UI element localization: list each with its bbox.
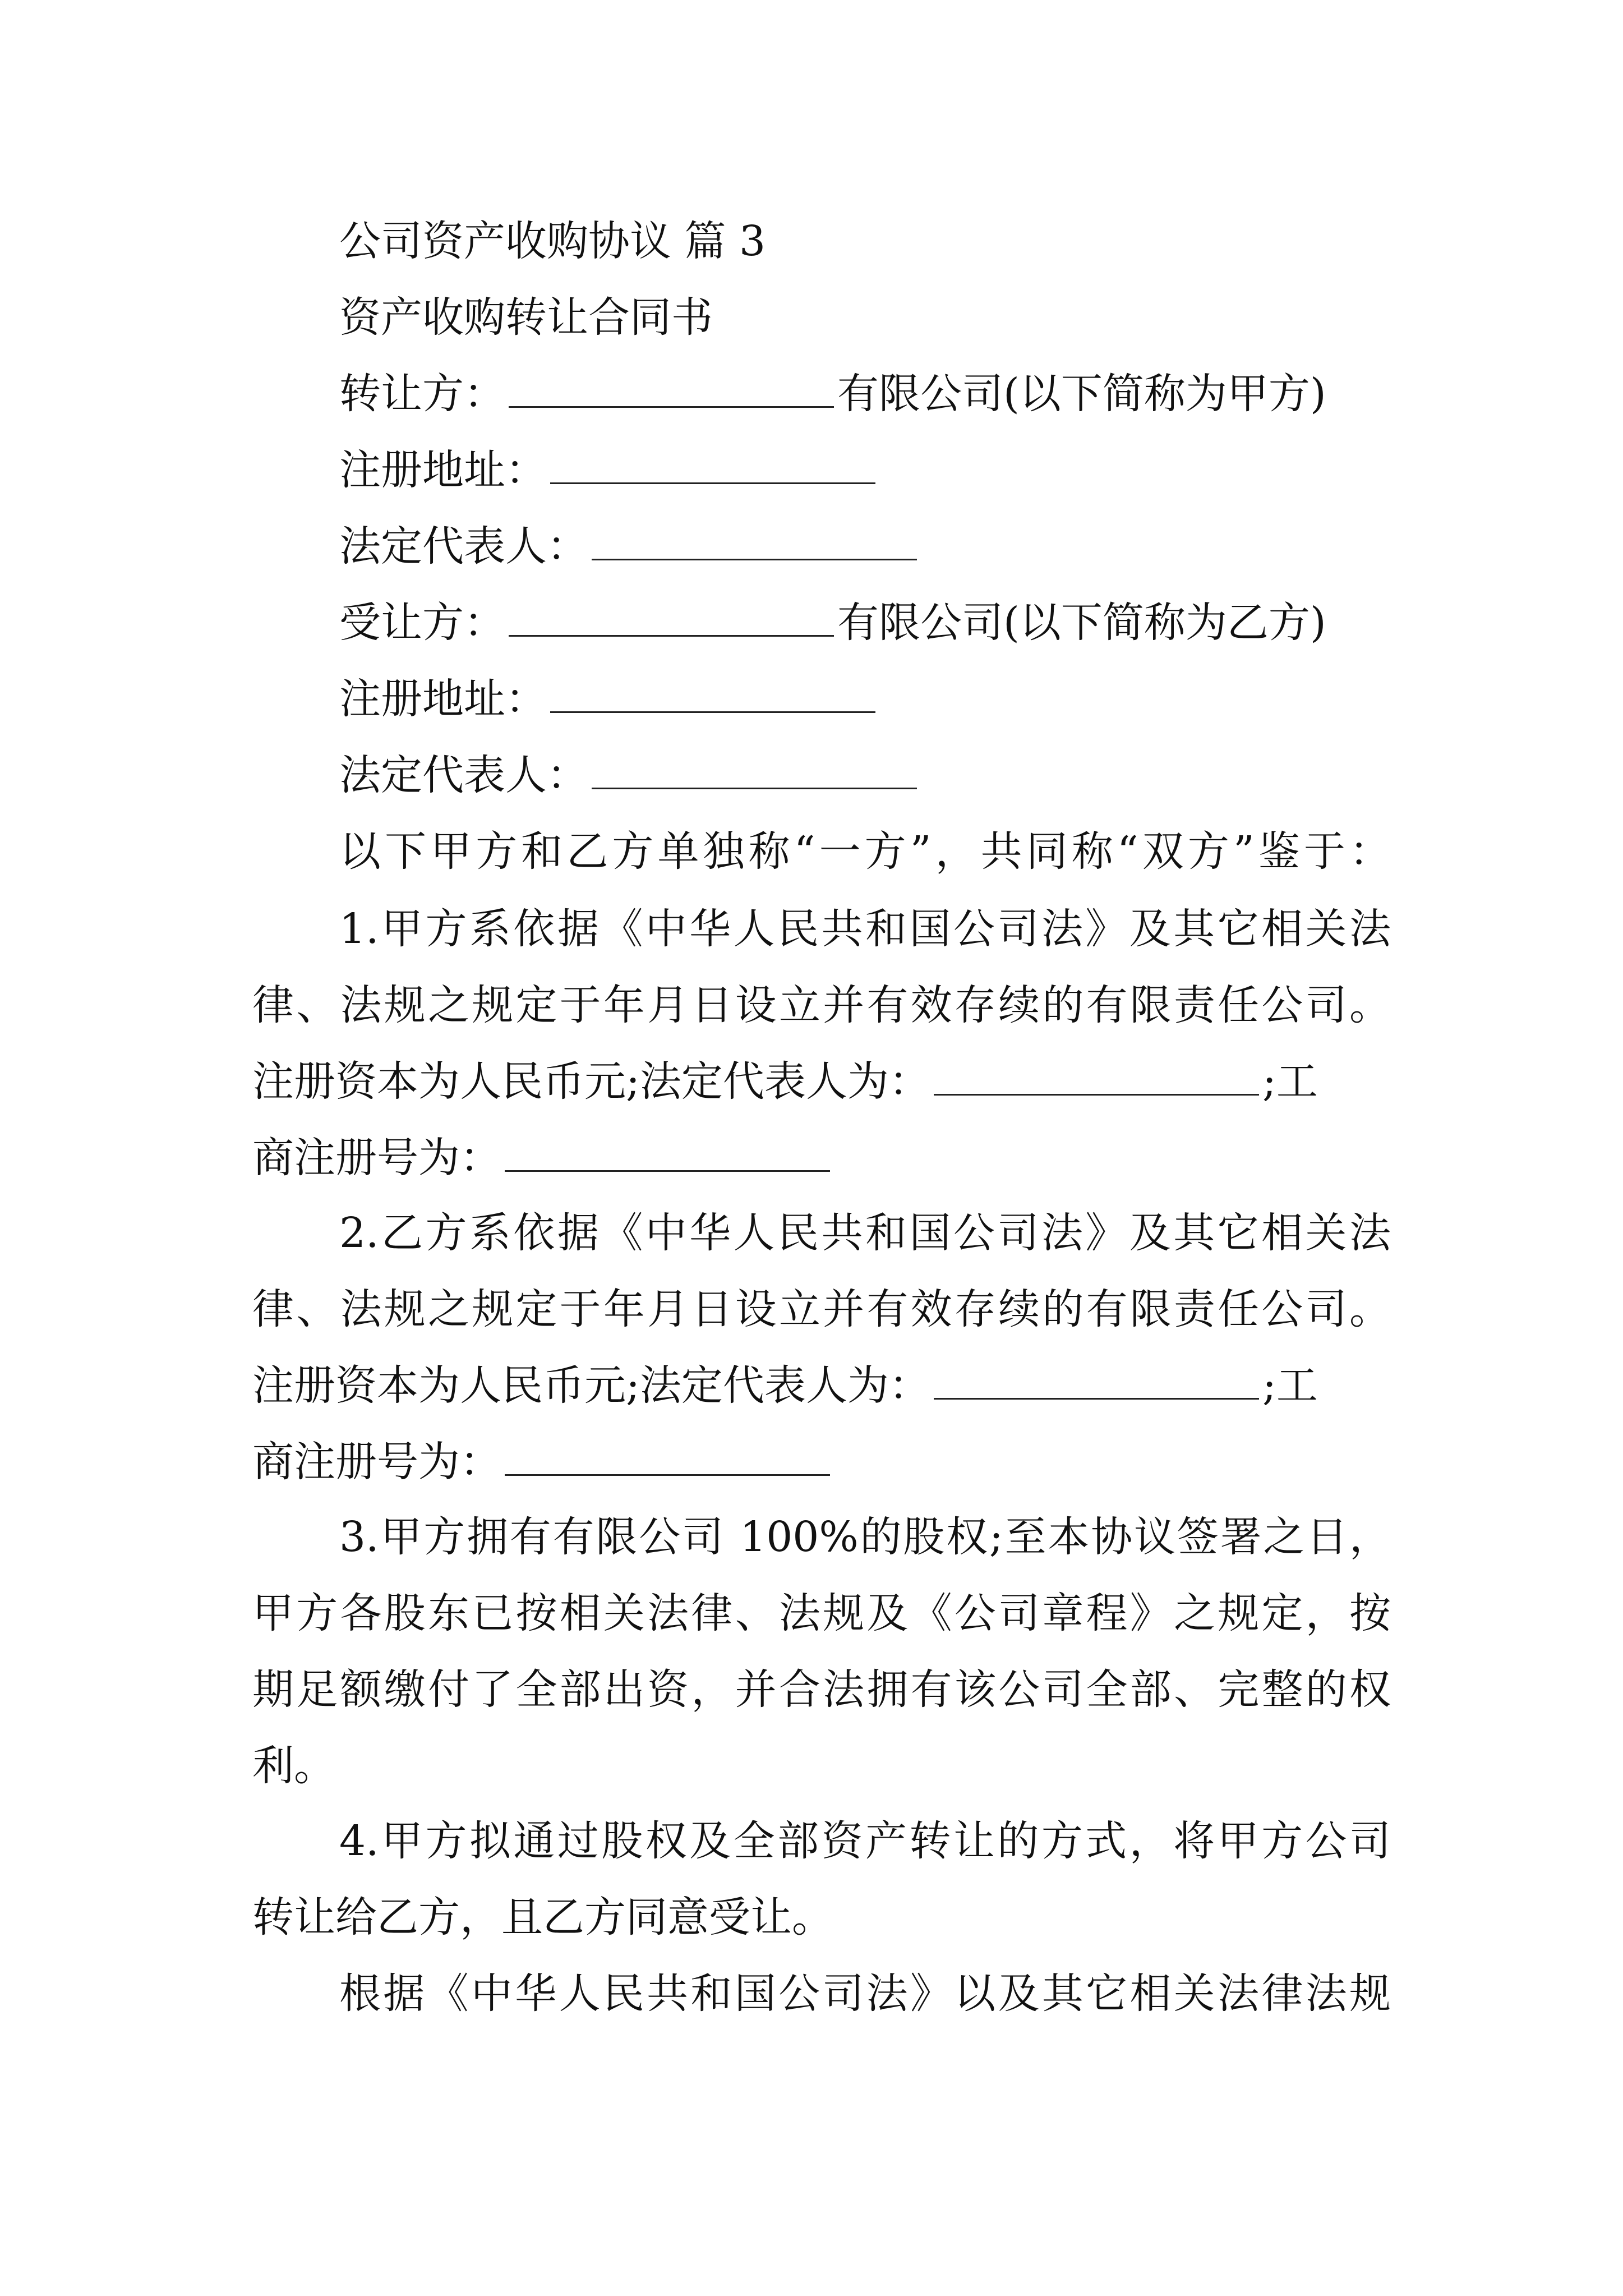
- clause-2-line-3: [252, 1347, 1391, 1424]
- transferor-rep-line: [252, 508, 1391, 585]
- transferee-rep-line: [252, 737, 1391, 813]
- transferee-address-line: [252, 661, 1391, 737]
- clause-2: [252, 1195, 1391, 1500]
- clause-1-line-3: [252, 1043, 1391, 1120]
- transferor-address-blank: [550, 433, 875, 484]
- transferor-rep-label: 法定代表人：: [339, 522, 588, 570]
- clause-4: [252, 1803, 1391, 1955]
- clause-1-reg-label: 商注册号为：: [252, 1134, 501, 1182]
- clause-3: [252, 1499, 1391, 1804]
- transferee-rep-blank: [592, 738, 917, 789]
- clause-1-line-1: 1.甲方系依据《中华人民共和国公司法》及其它相关法: [339, 905, 1391, 953]
- clause-1-line-3-end: ;工: [1262, 1057, 1318, 1106]
- clause-4-line-1: 4.甲方拟通过股权及全部资产转让的方式，将甲方公司: [339, 1817, 1391, 1865]
- transferee-address-label: 注册地址：: [339, 675, 547, 723]
- transferee-line: [252, 585, 1391, 661]
- clause-2-reg-blank: [505, 1425, 830, 1476]
- clause-2-rep-blank: [934, 1349, 1259, 1400]
- transferee-suffix: 有限公司(以下简称为乙方): [837, 599, 1326, 647]
- clause-2-line-4: [252, 1424, 1391, 1500]
- clause-2-line-1: 2.乙方系依据《中华人民共和国公司法》及其它相关法: [339, 1209, 1391, 1257]
- transferee-label: 受让方：: [339, 599, 505, 647]
- document-title: 公司资产收购协议 篇 3: [339, 217, 766, 265]
- preamble: 以下甲方和乙方单独称“一方”，共同称“双方”鉴于：: [339, 827, 1391, 876]
- transferee-rep-label: 法定代表人：: [339, 751, 588, 799]
- transferor-line: [252, 356, 1391, 432]
- clause-1-line-2: 律、法规之规定于年月日设立并有效存续的有限责任公司。: [252, 981, 1391, 1029]
- clause-2-line-3-end: ;工: [1262, 1361, 1318, 1410]
- document-subtitle: 资产收购转让合同书: [339, 293, 713, 342]
- clause-2-reg-label: 商注册号为：: [252, 1438, 501, 1486]
- clause-3-line-1: 3.甲方拥有有限公司 100%的股权;至本协议签署之日，: [339, 1513, 1391, 1561]
- transferor-address-label: 注册地址：: [339, 446, 547, 494]
- clause-1-rep-blank: [934, 1045, 1259, 1096]
- clause-2-capital-text: 注册资本为人民币元;法定代表人为：: [252, 1361, 930, 1410]
- transferee-name-blank: [509, 586, 834, 637]
- transferee-address-blank: [550, 662, 875, 713]
- clause-3-line-3: 期足额缴付了全部出资，并合法拥有该公司全部、完整的权: [252, 1665, 1391, 1714]
- header-section: [252, 203, 1391, 890]
- clause-1: [252, 891, 1391, 1196]
- clause-1-reg-blank: [505, 1121, 830, 1172]
- clause-3-line-2: 甲方各股东已按相关法律、法规及《公司章程》之规定，按: [252, 1589, 1391, 1637]
- transferor-address-line: [252, 432, 1391, 508]
- transferor-suffix: 有限公司(以下简称为甲方): [837, 370, 1326, 418]
- clause-1-line-4: [252, 1120, 1391, 1196]
- transferor-label: 转让方：: [339, 370, 505, 418]
- closing-line-1: 根据《中华人民共和国公司法》以及其它相关法律法规: [339, 1970, 1391, 2018]
- transferor-rep-blank: [592, 509, 917, 560]
- closing-paragraph: [252, 1955, 1391, 2032]
- clause-3-line-4: 利。: [252, 1742, 335, 1790]
- clause-1-capital-text: 注册资本为人民币元;法定代表人为：: [252, 1057, 930, 1106]
- transferor-name-blank: [509, 357, 834, 408]
- clause-2-line-2: 律、法规之规定于年月日设立并有效存续的有限责任公司。: [252, 1285, 1391, 1333]
- clause-4-line-2: 转让给乙方，且乙方同意受让。: [252, 1893, 833, 1941]
